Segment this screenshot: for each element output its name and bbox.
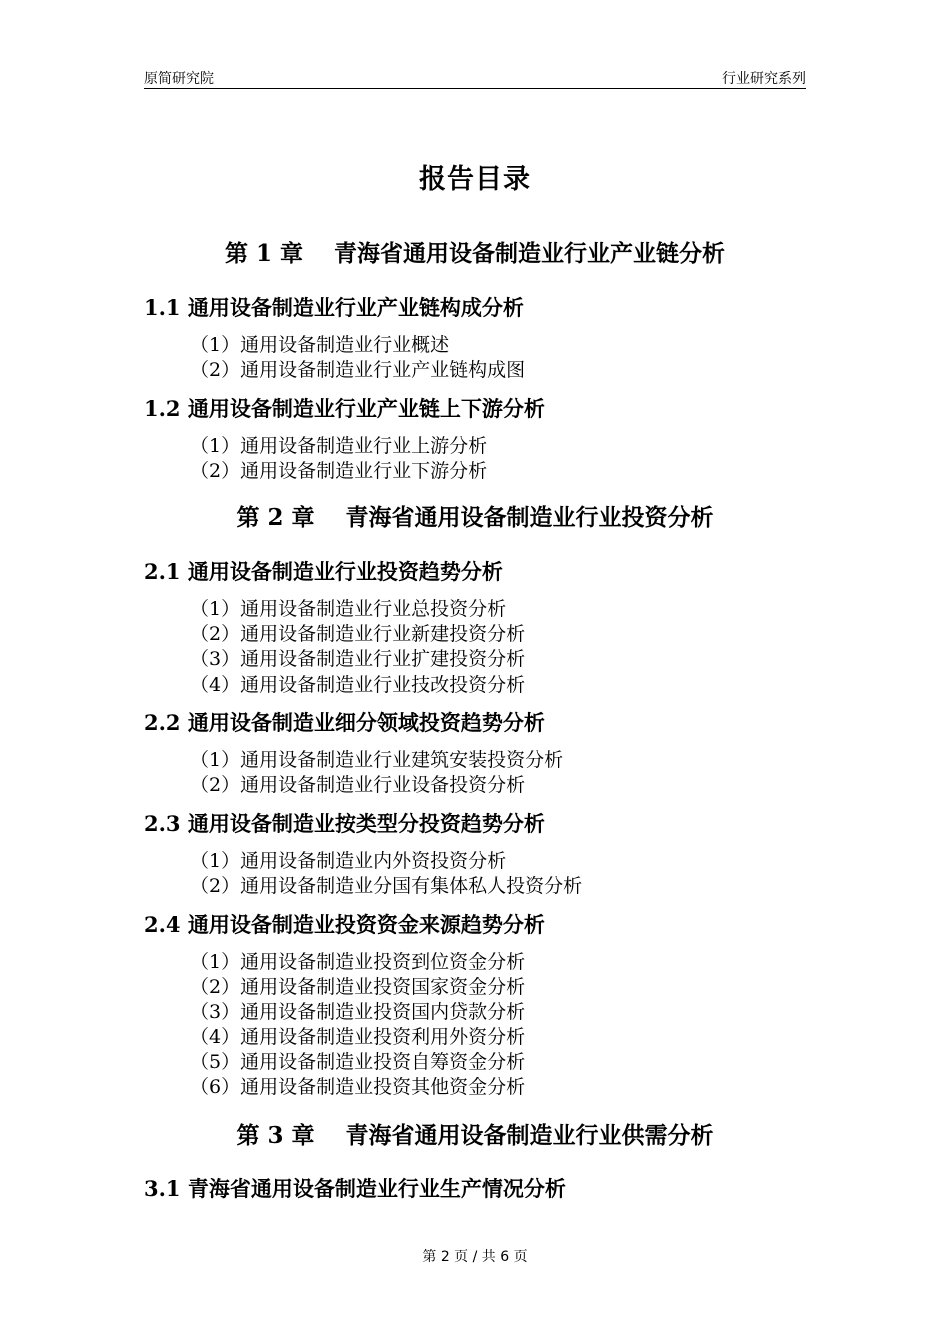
toc-item: （1）通用设备制造业行业概述 [190, 334, 450, 356]
chapter-heading-3: 第 3 章 青海省通用设备制造业行业供需分析 [236, 1122, 714, 1149]
chapter-heading-2: 第 2 章 青海省通用设备制造业行业投资分析 [236, 504, 714, 531]
toc-item: （2）通用设备制造业行业下游分析 [190, 460, 488, 482]
chapter-heading-1: 第 1 章 青海省通用设备制造业行业产业链分析 [224, 240, 726, 267]
toc-item: （1）通用设备制造业行业上游分析 [190, 435, 488, 457]
toc-item: （1）通用设备制造业内外资投资分析 [190, 850, 507, 872]
toc-item: （2）通用设备制造业投资国家资金分析 [190, 976, 526, 998]
section-heading-1-2: 1.2 通用设备制造业行业产业链上下游分析 [144, 396, 545, 421]
page-header [144, 66, 806, 88]
section-heading-2-4: 2.4 通用设备制造业投资资金来源趋势分析 [144, 912, 545, 937]
toc-item: （1）通用设备制造业投资到位资金分析 [190, 951, 526, 973]
toc-item: （6）通用设备制造业投资其他资金分析 [190, 1076, 526, 1098]
toc-item: （2）通用设备制造业分国有集体私人投资分析 [190, 875, 583, 897]
section-heading-2-2: 2.2 通用设备制造业细分领域投资趋势分析 [144, 710, 545, 735]
toc-item: （3）通用设备制造业投资国内贷款分析 [190, 1001, 526, 1023]
header-org: 原简研究院 [144, 71, 214, 87]
page-number: 第 2 页 / 共 6 页 [422, 1249, 528, 1265]
page-title: 报告目录 [419, 164, 531, 195]
toc-item: （2）通用设备制造业行业设备投资分析 [190, 774, 526, 796]
toc-item: （4）通用设备制造业投资利用外资分析 [190, 1026, 526, 1048]
toc-item: （5）通用设备制造业投资自筹资金分析 [190, 1051, 526, 1073]
toc-item: （3）通用设备制造业行业扩建投资分析 [190, 648, 526, 670]
section-heading-2-3: 2.3 通用设备制造业按类型分投资趋势分析 [144, 811, 545, 836]
toc-item: （1）通用设备制造业行业建筑安装投资分析 [190, 749, 564, 771]
toc-item: （1）通用设备制造业行业总投资分析 [190, 598, 507, 620]
header-series: 行业研究系列 [722, 71, 806, 87]
header-divider [144, 88, 806, 89]
section-heading-1-1: 1.1 通用设备制造业行业产业链构成分析 [144, 295, 524, 320]
toc-item: （2）通用设备制造业行业产业链构成图 [190, 359, 526, 381]
section-heading-3-1: 3.1 青海省通用设备制造业行业生产情况分析 [144, 1176, 566, 1201]
section-heading-2-1: 2.1 通用设备制造业行业投资趋势分析 [144, 559, 503, 584]
toc-item: （2）通用设备制造业行业新建投资分析 [190, 623, 526, 645]
toc-item: （4）通用设备制造业行业技改投资分析 [190, 674, 526, 696]
